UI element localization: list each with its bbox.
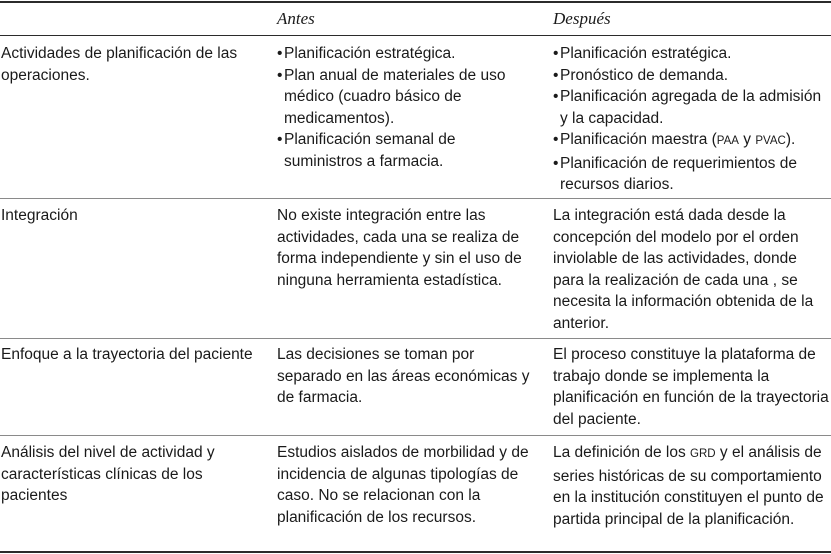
row1-antes-list: [277, 43, 537, 172]
header-rule: [0, 35, 831, 36]
list-item: • Planificación de requerimientos de recursos diarios.: [553, 154, 797, 193]
row-divider: [0, 198, 831, 199]
row1-criterio: Actividades de planificación de las operaciones.: [1, 45, 238, 84]
row2-criterio: Integración: [1, 207, 78, 224]
list-item: • Planificación estratégica.: [553, 45, 732, 62]
row1-despues-list: [553, 43, 829, 196]
list-item: • Pronóstico de demanda.: [553, 66, 729, 84]
list-item: • Planificación estratégica.: [277, 45, 456, 62]
row-divider: [0, 435, 831, 436]
row4-antes: Estudios aislados de morbilidad y de incidencia de algunas tipologías de caso. No se relacionan con la planificación de los recursos.: [277, 444, 529, 526]
list-item: • Planificación agregada de la admisión y la capacidad.: [553, 88, 822, 127]
row4-despues: La definición de los GRD y el análisis de series históricas de su comportamiento en la institución constituyen el punto de partida principal de la planificación.: [553, 444, 824, 528]
list-item: • Planificación maestra (PAA y PVAC).: [553, 131, 796, 148]
row2-antes: No existe integración entre las actividades, cada una se realiza de forma independiente y sin el uso de ninguna herramienta estadística.: [277, 207, 522, 289]
list-item: • Plan anual de materiales de uso médico (cuadro básico de medicamentos).: [277, 66, 506, 127]
table-top-rule: [0, 1, 831, 3]
row2-despues: La integración está dada desde la concepción del modelo por el orden inviolable de las actividades, donde para la realización de cada una , se necesita la información obtenida de la anterior.: [553, 207, 814, 332]
header-despues: Después: [553, 9, 611, 28]
row3-criterio: Enfoque a la trayectoria del paciente: [1, 346, 253, 363]
row-divider: [0, 338, 831, 339]
list-item: • Planificación semanal de suministros a farmacia.: [277, 131, 456, 170]
row4-criterio: Análisis del nivel de actividad y características clínicas de los pacientes: [1, 444, 215, 504]
table-bottom-rule: [0, 551, 831, 553]
header-antes: Antes: [277, 9, 315, 28]
row3-despues: El proceso constituye la plataforma de trabajo donde se implementa la planificación en función de la trayectoria del paciente.: [553, 346, 829, 428]
row3-antes: Las decisiones se toman por separado en las áreas económicas y de farmacia.: [277, 346, 530, 406]
